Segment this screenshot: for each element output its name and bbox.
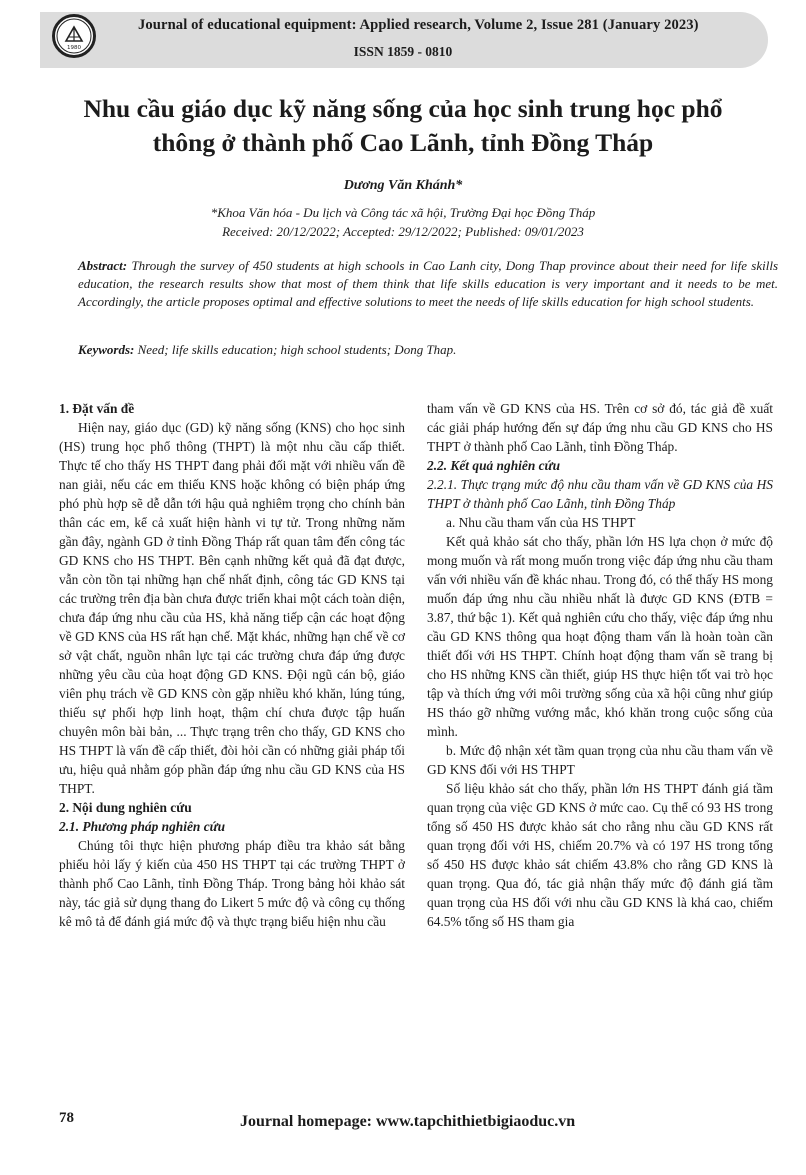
section-2-1-heading: 2.1. Phương pháp nghiên cứu bbox=[59, 819, 226, 834]
affiliation-block bbox=[0, 204, 806, 241]
logo-year: 1980 bbox=[67, 45, 81, 51]
subsection-a-heading: a. Nhu cầu tham vấn của HS THPT bbox=[446, 515, 636, 530]
left-column bbox=[59, 399, 405, 931]
section-2-heading: 2. Nội dung nghiên cứu bbox=[59, 800, 192, 815]
article-dates: Received: 20/12/2022; Accepted: 29/12/2022; Published: 09/01/2023 bbox=[222, 223, 584, 239]
abstract bbox=[78, 257, 778, 312]
author-name: Dương Văn Khánh* bbox=[343, 178, 463, 193]
keywords-label: Keywords: bbox=[78, 342, 135, 357]
page-number: 78 bbox=[59, 1110, 74, 1126]
keywords-text: Need; life skills education; high school students; Dong Thap. bbox=[137, 342, 457, 357]
journal-homepage: Journal homepage: www.tapchithietbigiaoduc.vn bbox=[240, 1113, 576, 1130]
section-2-1-continued: tham vấn về GD KNS của HS. Trên cơ sở đó, tác giả đề xuất các giải pháp hướng đến sự đáp ứng nhu cầu GD KNS cho HS THPT ở thành phố Cao Lãnh, tỉnh Đồng Tháp. bbox=[427, 401, 773, 454]
abstract-label: Abstract: bbox=[78, 258, 128, 273]
subsection-b-heading: b. Mức độ nhận xét tầm quan trọng của nhu cầu tham vấn về GD KNS đối với HS THPT bbox=[427, 743, 773, 777]
article-title: Nhu cầu giáo dục kỹ năng sống của học sinh trung học phổ thông ở thành phố Cao Lãnh, tỉnh Đồng Tháp bbox=[83, 94, 723, 157]
subsection-a-paragraph: Kết quả khảo sát cho thấy, phần lớn HS lựa chọn ở mức độ mong muốn và rất mong muốn trong việc đáp ứng nhu cầu tham vấn với nhiều vấn đề khác nhau. Trong đó, có thể thấy HS mong muốn đáp ứng nhu cầu nhiều nhất là được GD KNS (ĐTB = 3.87, thứ bậc 1). Kết quả nghiên cứu cho thấy, việc đáp ứng nhu cầu GD KNS thông qua hoạt động tham vấn là hoàn toàn cần thiết đối với HS THPT. Chính hoạt động tham vấn sẽ trang bị cho HS những KNS cần thiết, giúp HS thực hiện tốt vai trò học tập và thích ứng với môi trường sống của xã hội cũng như giúp HS tháo gỡ những vướng mắc, khó khăn trong cuộc sống của mình. bbox=[427, 534, 773, 739]
section-2-1-paragraph: Chúng tôi thực hiện phương pháp điều tra khảo sát bằng phiếu hỏi lấy ý kiến của 450 HS THPT tại các trường THPT ở thành phố Cao Lãnh, tỉnh Đồng Tháp. Trong bảng hỏi khảo sát này, tác giả sử dụng thang đo Likert 5 mức độ và công cụ thống kê mô tả để đánh giá mức độ và thực trạng biểu hiện nhu cầu bbox=[59, 838, 405, 929]
section-1-heading: 1. Đặt vấn đề bbox=[59, 401, 135, 416]
affiliation: *Khoa Văn hóa - Du lịch và Công tác xã hội, Trường Đại học Đồng Tháp bbox=[210, 205, 596, 220]
keywords bbox=[78, 342, 778, 358]
issn: ISSN 1859 - 0810 bbox=[353, 44, 453, 59]
abstract-text: Through the survey of 450 students at high schools in Cao Lanh city, Dong Thap province about their need for life skills education, the research results show that most of them think that life skills education is very important and it needs to be met. Accordingly, the article proposes optimal and effective solutions to meet the needs of life skills education for high school students. bbox=[78, 258, 779, 310]
section-1-paragraph: Hiện nay, giáo dục (GD) kỹ năng sống (KNS) cho học sinh (HS) trung học phổ thông (THPT) là một nhu cầu cấp thiết. Thực tế cho thấy HS THPT đang phải đối mặt với nhiều vấn đề nan giải, nếu các em thiếu KNS hoặc không có biện pháp ứng phó phù hợp sẽ dễ dẫn tới hậu quả nghiêm trọng cho chính bản thân các em, kể cả xuất hiện hành vi tự tử. Trong những năm gần đây, ngành GD ở tỉnh Đồng Tháp rất quan tâm đến công tác GD KNS cho HS THPT. Bên cạnh những kết quả đã đạt được, vẫn còn tồn tại những hạn chế nhất định, công tác GD KNS tại các trường trên địa bàn chưa được triển khai một cách toàn diện, chưa đáp ứng nhu cầu của HS, khả năng tiếp cận các hoạt động về GD KNS của HS rất hạn chế. Mặt khác, những hạn chế về cơ sở vật chất, nguồn nhân lực tại các trường chưa đáp ứng được những yêu cầu của hoạt động GD KNS. Đội ngũ cán bộ, giáo viên phụ trách về GD KNS còn gặp nhiều khó khăn, lúng túng, thiếu sự phối hợp linh hoạt, thậm chí chưa được tập huấn chuyên môn bài bản, ... Thực trạng trên cho thấy, GD KNS cho HS THPT là vấn đề cấp thiết, đòi hỏi cần có những giải pháp tối ưu, hiệu quả nhằm góp phần đáp ứng nhu cầu GD KNS của HS THPT. bbox=[59, 420, 405, 796]
right-column bbox=[427, 399, 773, 931]
section-2-2-heading: 2.2. Kết quả nghiên cứu bbox=[427, 458, 561, 473]
subsection-b-paragraph: Số liệu khảo sát cho thấy, phần lớn HS THPT đánh giá tầm quan trọng của việc GD KNS ở mức cao. Cụ thể có 93 HS trong tổng số 450 HS được khảo sát cho rằng nhu cầu GD KNS rất quan trọng đối với HS, chiếm 20.7% và có 197 HS trong tổng số 450 HS được khảo sát chiếm 43.8% cho rằng GD KNS là quan trọng. Qua đó, tác giả nhận thấy mức độ đánh giá tầm quan trọng của HS đối với nhu cầu GD KNS là khá cao, chiếm 64.5% tổng số HS tham gia bbox=[427, 781, 773, 929]
journal-citation: Journal of educational equipment: Applied research, Volume 2, Issue 281 (January 2023) bbox=[138, 17, 699, 33]
section-2-2-1-heading: 2.2.1. Thực trạng mức độ nhu cầu tham vấn về GD KNS của HS THPT ở thành phố Cao Lãnh, tỉnh Đồng Tháp bbox=[427, 477, 773, 511]
